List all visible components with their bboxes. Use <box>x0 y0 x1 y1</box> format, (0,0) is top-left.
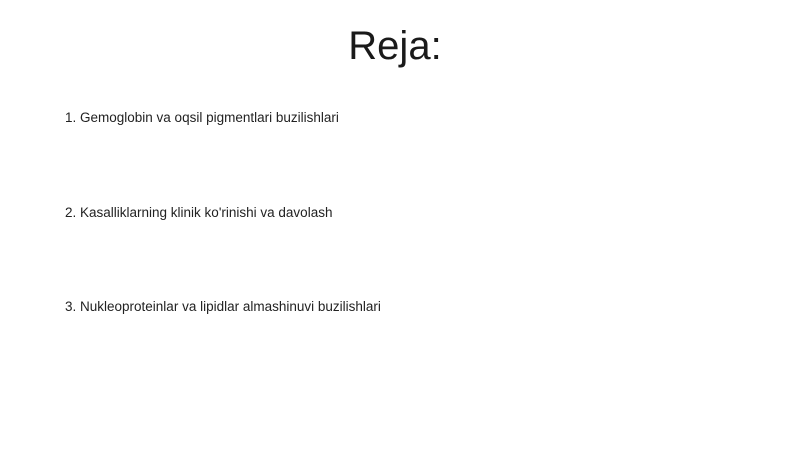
plan-item-3: 3. Nukleoproteinlar va lipidlar almashinuvi buzilishlari <box>65 299 381 314</box>
slide-title: Reja: <box>348 24 442 68</box>
plan-item-2: 2. Kasalliklarning klinik ko'rinishi va davolash <box>65 205 333 220</box>
plan-item-1: 1. Gemoglobin va oqsil pigmentlari buzilishlari <box>65 110 339 125</box>
